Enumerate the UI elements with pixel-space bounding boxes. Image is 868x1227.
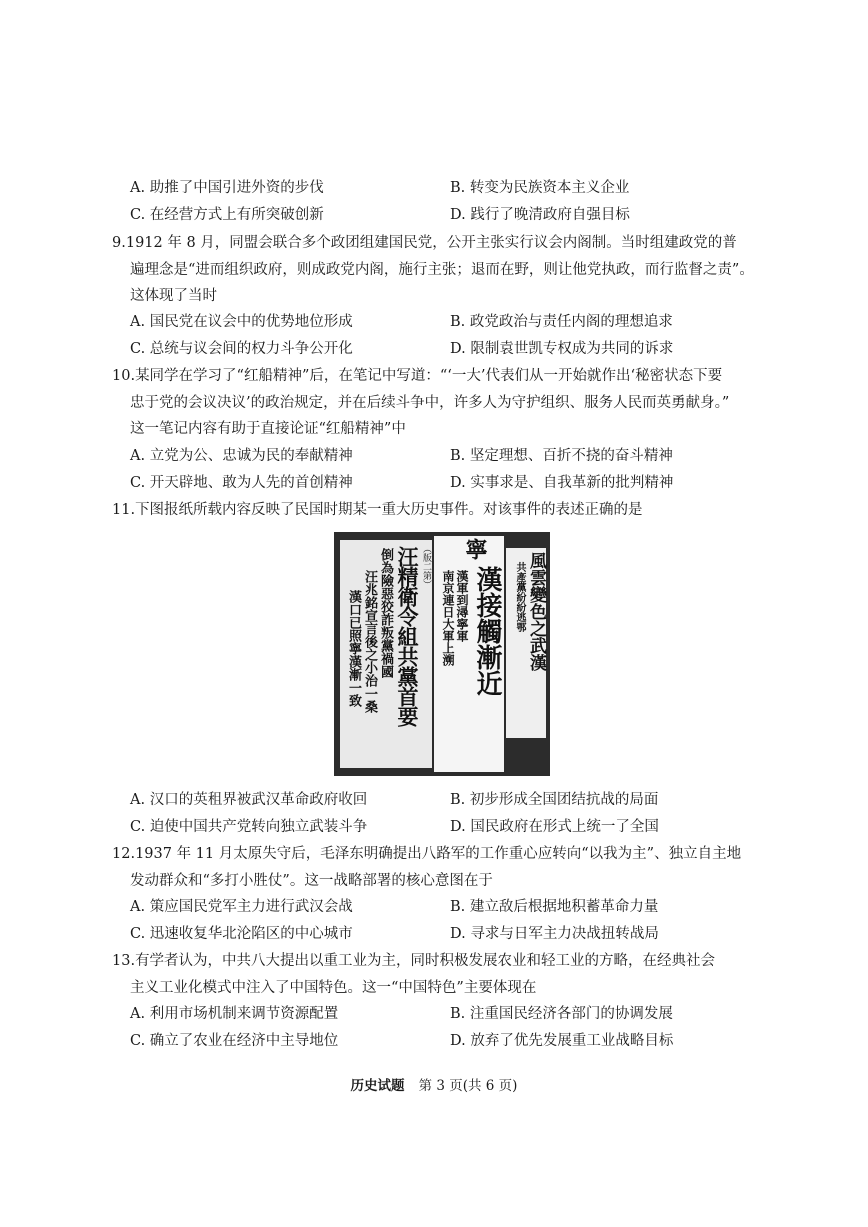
q8-option-c: C. 在经营方式上有所突破创新 [130, 207, 324, 223]
question-number: 11. [112, 502, 136, 518]
newspaper-middle-top-char: 寧 [462, 538, 488, 560]
newspaper-subheadline-3: 漢口已照寧漢漸一致 [346, 590, 361, 707]
footer-subject: 历史试题 [350, 1078, 405, 1094]
q9-stem-line-3: 这体现了当时 [130, 288, 217, 304]
q12-option-c: C. 迅速收复华北沦陷区的中心城市 [130, 926, 353, 942]
q9-option-c: C. 总统与议会间的权力斗争公开化 [130, 341, 353, 357]
q10-stem-line-1: 10.某同学在学习了“红船精神”后，在笔记中写道：“‘一大’代表们从一开始就作出‘秘密状态下要 [112, 368, 723, 384]
q11-option-d: D. 国民政府在形式上统一了全国 [450, 819, 659, 835]
q11-option-c: C. 迫使中国共产党转向独立武装斗争 [130, 819, 368, 835]
newspaper-left-sheet [340, 540, 432, 768]
q13-option-c: C. 确立了农业在经济中主导地位 [130, 1033, 339, 1049]
newspaper-middle-subheadline: 漢軍到潯寧軍 [455, 570, 469, 642]
newspaper-subheadline-1: 倒為險惡狡詐叛黨禍國 [378, 548, 393, 678]
footer-page-number: 第 3 页(共 6 页) [418, 1078, 518, 1094]
newspaper-subheadline-2: 汪兆銘宣言後之小治一桑 [362, 570, 377, 713]
newspaper-middle-headline: 漢接觸漸近 [472, 566, 502, 696]
q12-option-a: A. 策应国民党军主力进行武汉会战 [130, 899, 353, 915]
newspaper-figure [334, 532, 550, 776]
page-footer [0, 1074, 868, 1094]
q9-stem-line-2: 遍理念是“进而组织政府，则成政党内阁，施行主张；退而在野，则让他党执政，而行监督之责”。 [130, 262, 754, 278]
q10-option-d: D. 实事求是、自我革新的批判精神 [450, 475, 674, 491]
q10-stem-line-3: 这一笔记内容有助于直接论证“红船精神”中 [130, 421, 406, 437]
q8-option-b: B. 转变为民族资本主义企业 [450, 180, 630, 196]
newspaper-middle-subheadline-2: 南京連日大軍上溯 [441, 570, 455, 666]
q13-option-b: B. 注重国民经济各部门的协调发展 [450, 1006, 673, 1022]
question-number: 13. [112, 953, 136, 969]
newspaper-right-sheet [506, 548, 546, 738]
question-number: 9. [112, 235, 126, 251]
q12-option-d: D. 寻求与日军主力决战扭转战局 [450, 926, 659, 942]
q8-option-d: D. 践行了晚清政府自强目标 [450, 207, 630, 223]
q8-option-a: A. 助推了中国引进外资的步伐 [130, 180, 324, 196]
q9-option-a: A. 国民党在议会中的优势地位形成 [130, 314, 353, 330]
q11-stem-line-1: 11.下图报纸所载内容反映了民国时期某一重大历史事件。对该事件的表述正确的是 [112, 502, 643, 518]
q9-stem-line-1: 9.1912 年 8 月，同盟会联合多个政团组建国民党，公开主张实行议会内阁制。当时组建政党的普 [112, 235, 737, 251]
question-number: 12. [112, 846, 136, 862]
newspaper-middle-sheet [434, 536, 504, 772]
q12-stem-line-2: 发动群众和“多打小胜仗”。这一战略部署的核心意图在于 [130, 873, 493, 889]
newspaper-right-subheadline: 共產黨紛紛逃鄂 [514, 562, 525, 632]
q10-stem-line-2: 忠于党的会议决议’的政治规定，并在后续斗争中，许多人为守护组织、服务人民而英勇献身。” [130, 395, 730, 411]
q13-stem-line-1: 13.有学者认为，中共八大提出以重工业为主，同时积极发展农业和轻工业的方略，在经典社会 [112, 953, 716, 969]
q10-option-c: C. 开天辟地、敢为人先的首创精神 [130, 475, 353, 491]
newspaper-page-header: （版二第） [421, 544, 431, 589]
q13-option-a: A. 利用市场机制来调节资源配置 [130, 1006, 339, 1022]
q11-option-a: A. 汉口的英租界被武汉革命政府收回 [130, 792, 368, 808]
newspaper-right-headline: 風雲變色之武漢 [526, 552, 546, 671]
question-number: 10. [112, 368, 136, 384]
newspaper-main-headline: 汪精衛令組共黨首要 [395, 546, 420, 726]
q13-option-d: D. 放弃了优先发展重工业战略目标 [450, 1033, 674, 1049]
q9-option-b: B. 政党政治与责任内阁的理想追求 [450, 314, 673, 330]
q9-option-d: D. 限制袁世凯专权成为共同的诉求 [450, 341, 674, 357]
q11-option-b: B. 初步形成全国团结抗战的局面 [450, 792, 659, 808]
q12-option-b: B. 建立敌后根据地积蓄革命力量 [450, 899, 659, 915]
q12-stem-line-1: 12.1937 年 11 月太原失守后，毛泽东明确提出八路军的工作重心应转向“以我为主”、独立自主地 [112, 846, 742, 862]
q10-option-b: B. 坚定理想、百折不挠的奋斗精神 [450, 448, 673, 464]
q10-option-a: A. 立党为公、忠诚为民的奉献精神 [130, 448, 353, 464]
q13-stem-line-2: 主义工业化模式中注入了中国特色。这一“中国特色”主要体现在 [130, 980, 537, 996]
